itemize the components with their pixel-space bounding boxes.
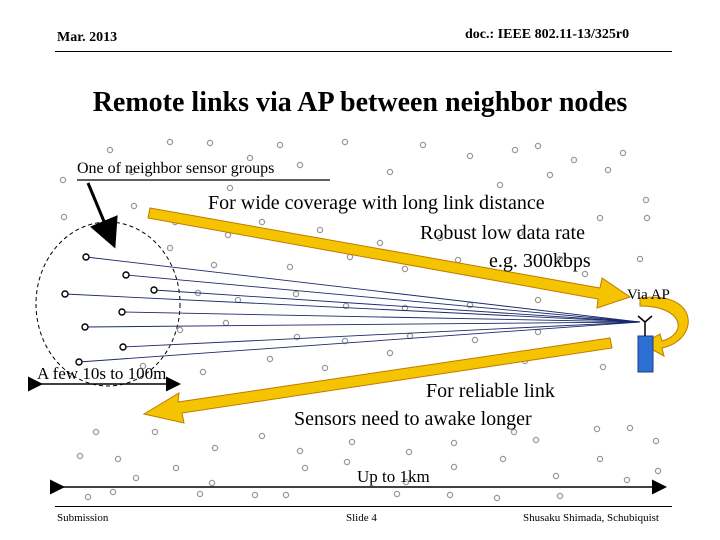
- group-sensor-nodes: [62, 254, 157, 365]
- awake-note: Sensors need to awake longer: [294, 408, 532, 430]
- group-sensor-node: [82, 324, 88, 330]
- sensor-dot: [467, 153, 472, 158]
- sensor-dot: [60, 177, 65, 182]
- sensor-dot: [533, 437, 538, 442]
- sensor-dot: [643, 197, 648, 202]
- sensor-dot: [110, 489, 115, 494]
- ap-antenna-icon: [638, 316, 653, 372]
- sensor-dot: [655, 468, 660, 473]
- sensor-dot: [297, 162, 302, 167]
- group-sensor-node: [62, 291, 68, 297]
- sensor-dot: [93, 429, 98, 434]
- sensor-dot: [535, 297, 540, 302]
- group-label: One of neighbor sensor groups: [77, 160, 275, 177]
- sensor-dot: [302, 465, 307, 470]
- sensor-dot: [500, 456, 505, 461]
- sensor-dot: [252, 492, 257, 497]
- sensor-dot: [200, 369, 205, 374]
- sensor-dot: [494, 495, 499, 500]
- sensor-dot: [547, 172, 552, 177]
- sensor-dot: [227, 185, 232, 190]
- group-sensor-node: [83, 254, 89, 260]
- reliable-note: For reliable link: [426, 380, 555, 402]
- sensor-dot: [177, 327, 182, 332]
- sensor-dot: [571, 157, 576, 162]
- sensor-dot: [535, 329, 540, 334]
- footer-slide-number: Slide 4: [346, 512, 377, 524]
- group-size-label: A few 10s to 100m: [37, 364, 167, 383]
- sensor-dot: [387, 169, 392, 174]
- sensor-dot: [597, 456, 602, 461]
- header-date: Mar. 2013: [57, 30, 118, 45]
- sensor-dot: [557, 493, 562, 498]
- sensor-dot: [322, 365, 327, 370]
- sensor-dot: [115, 456, 120, 461]
- sensor-dot: [624, 477, 629, 482]
- sensor-dot: [197, 491, 202, 496]
- sensor-dot: [167, 139, 172, 144]
- group-sensor-node: [119, 309, 125, 315]
- sensor-dot: [207, 140, 212, 145]
- sensor-dot: [167, 245, 172, 250]
- group-pointer-arrow: [88, 183, 113, 243]
- sensor-dot: [402, 266, 407, 271]
- rate-note: e.g. 300kbps: [489, 250, 591, 272]
- sensor-dot: [377, 240, 382, 245]
- sensor-dot: [293, 291, 298, 296]
- sensor-dot: [77, 453, 82, 458]
- sensor-dot: [535, 143, 540, 148]
- group-sensor-node: [151, 287, 157, 293]
- sensor-dot: [223, 320, 228, 325]
- sensor-dot: [620, 150, 625, 155]
- sensor-dot: [637, 256, 642, 261]
- sensor-dot: [553, 473, 558, 478]
- sensor-dot: [211, 262, 216, 267]
- coverage-note: For wide coverage with long link distance: [208, 192, 545, 214]
- sensor-dot: [451, 464, 456, 469]
- sensor-dot: [259, 433, 264, 438]
- sensor-dot: [133, 475, 138, 480]
- header-divider: [55, 51, 672, 52]
- sensor-dot: [594, 426, 599, 431]
- sensor-dot: [349, 439, 354, 444]
- sensor-dot: [600, 364, 605, 369]
- neighbor-group-circle: [36, 222, 180, 386]
- sensor-dot: [597, 215, 602, 220]
- sensor-dot: [131, 203, 136, 208]
- group-sensor-node: [120, 344, 126, 350]
- robust-note: Robust low data rate: [420, 222, 585, 244]
- sensor-dot: [209, 480, 214, 485]
- sensor-dot: [644, 215, 649, 220]
- ap-label: Via AP: [627, 287, 670, 303]
- sensor-dot: [259, 219, 264, 224]
- range-label: Up to 1km: [357, 467, 430, 486]
- sensor-dot: [342, 139, 347, 144]
- sensor-dot: [61, 214, 66, 219]
- sensor-dot: [287, 264, 292, 269]
- sensor-link-line: [65, 294, 640, 322]
- sensor-dot: [455, 257, 460, 262]
- header-doc-id: doc.: IEEE 802.11-13/325r0: [465, 27, 630, 42]
- sensor-dot: [85, 494, 90, 499]
- sensor-dot: [267, 356, 272, 361]
- sensor-dot: [451, 440, 456, 445]
- sensor-dot: [627, 425, 632, 430]
- footer-divider: [55, 506, 672, 507]
- sensor-dot: [420, 142, 425, 147]
- sensor-dot: [512, 147, 517, 152]
- sensor-dot: [212, 445, 217, 450]
- sensor-dot: [152, 429, 157, 434]
- sensor-dot: [406, 449, 411, 454]
- sensor-dot: [344, 459, 349, 464]
- slide-title: Remote links via AP between neighbor nodes: [92, 87, 628, 118]
- sensor-dot: [653, 438, 658, 443]
- sensor-dot: [605, 167, 610, 172]
- sensor-dot: [317, 227, 322, 232]
- sensor-dot: [387, 350, 392, 355]
- sensor-dot: [235, 297, 240, 302]
- footer-submission: Submission: [57, 512, 109, 524]
- group-sensor-node: [123, 272, 129, 278]
- sensor-dot: [107, 147, 112, 152]
- sensor-dot: [472, 337, 477, 342]
- sensor-dot: [297, 448, 302, 453]
- sensor-dot: [277, 142, 282, 147]
- footer-author: Shusaku Shimada, Schubiquist: [523, 512, 659, 524]
- sensor-dot: [394, 491, 399, 496]
- sensor-dot: [173, 465, 178, 470]
- sensor-dot: [283, 492, 288, 497]
- sensor-dot: [497, 182, 502, 187]
- sensor-dot: [447, 492, 452, 497]
